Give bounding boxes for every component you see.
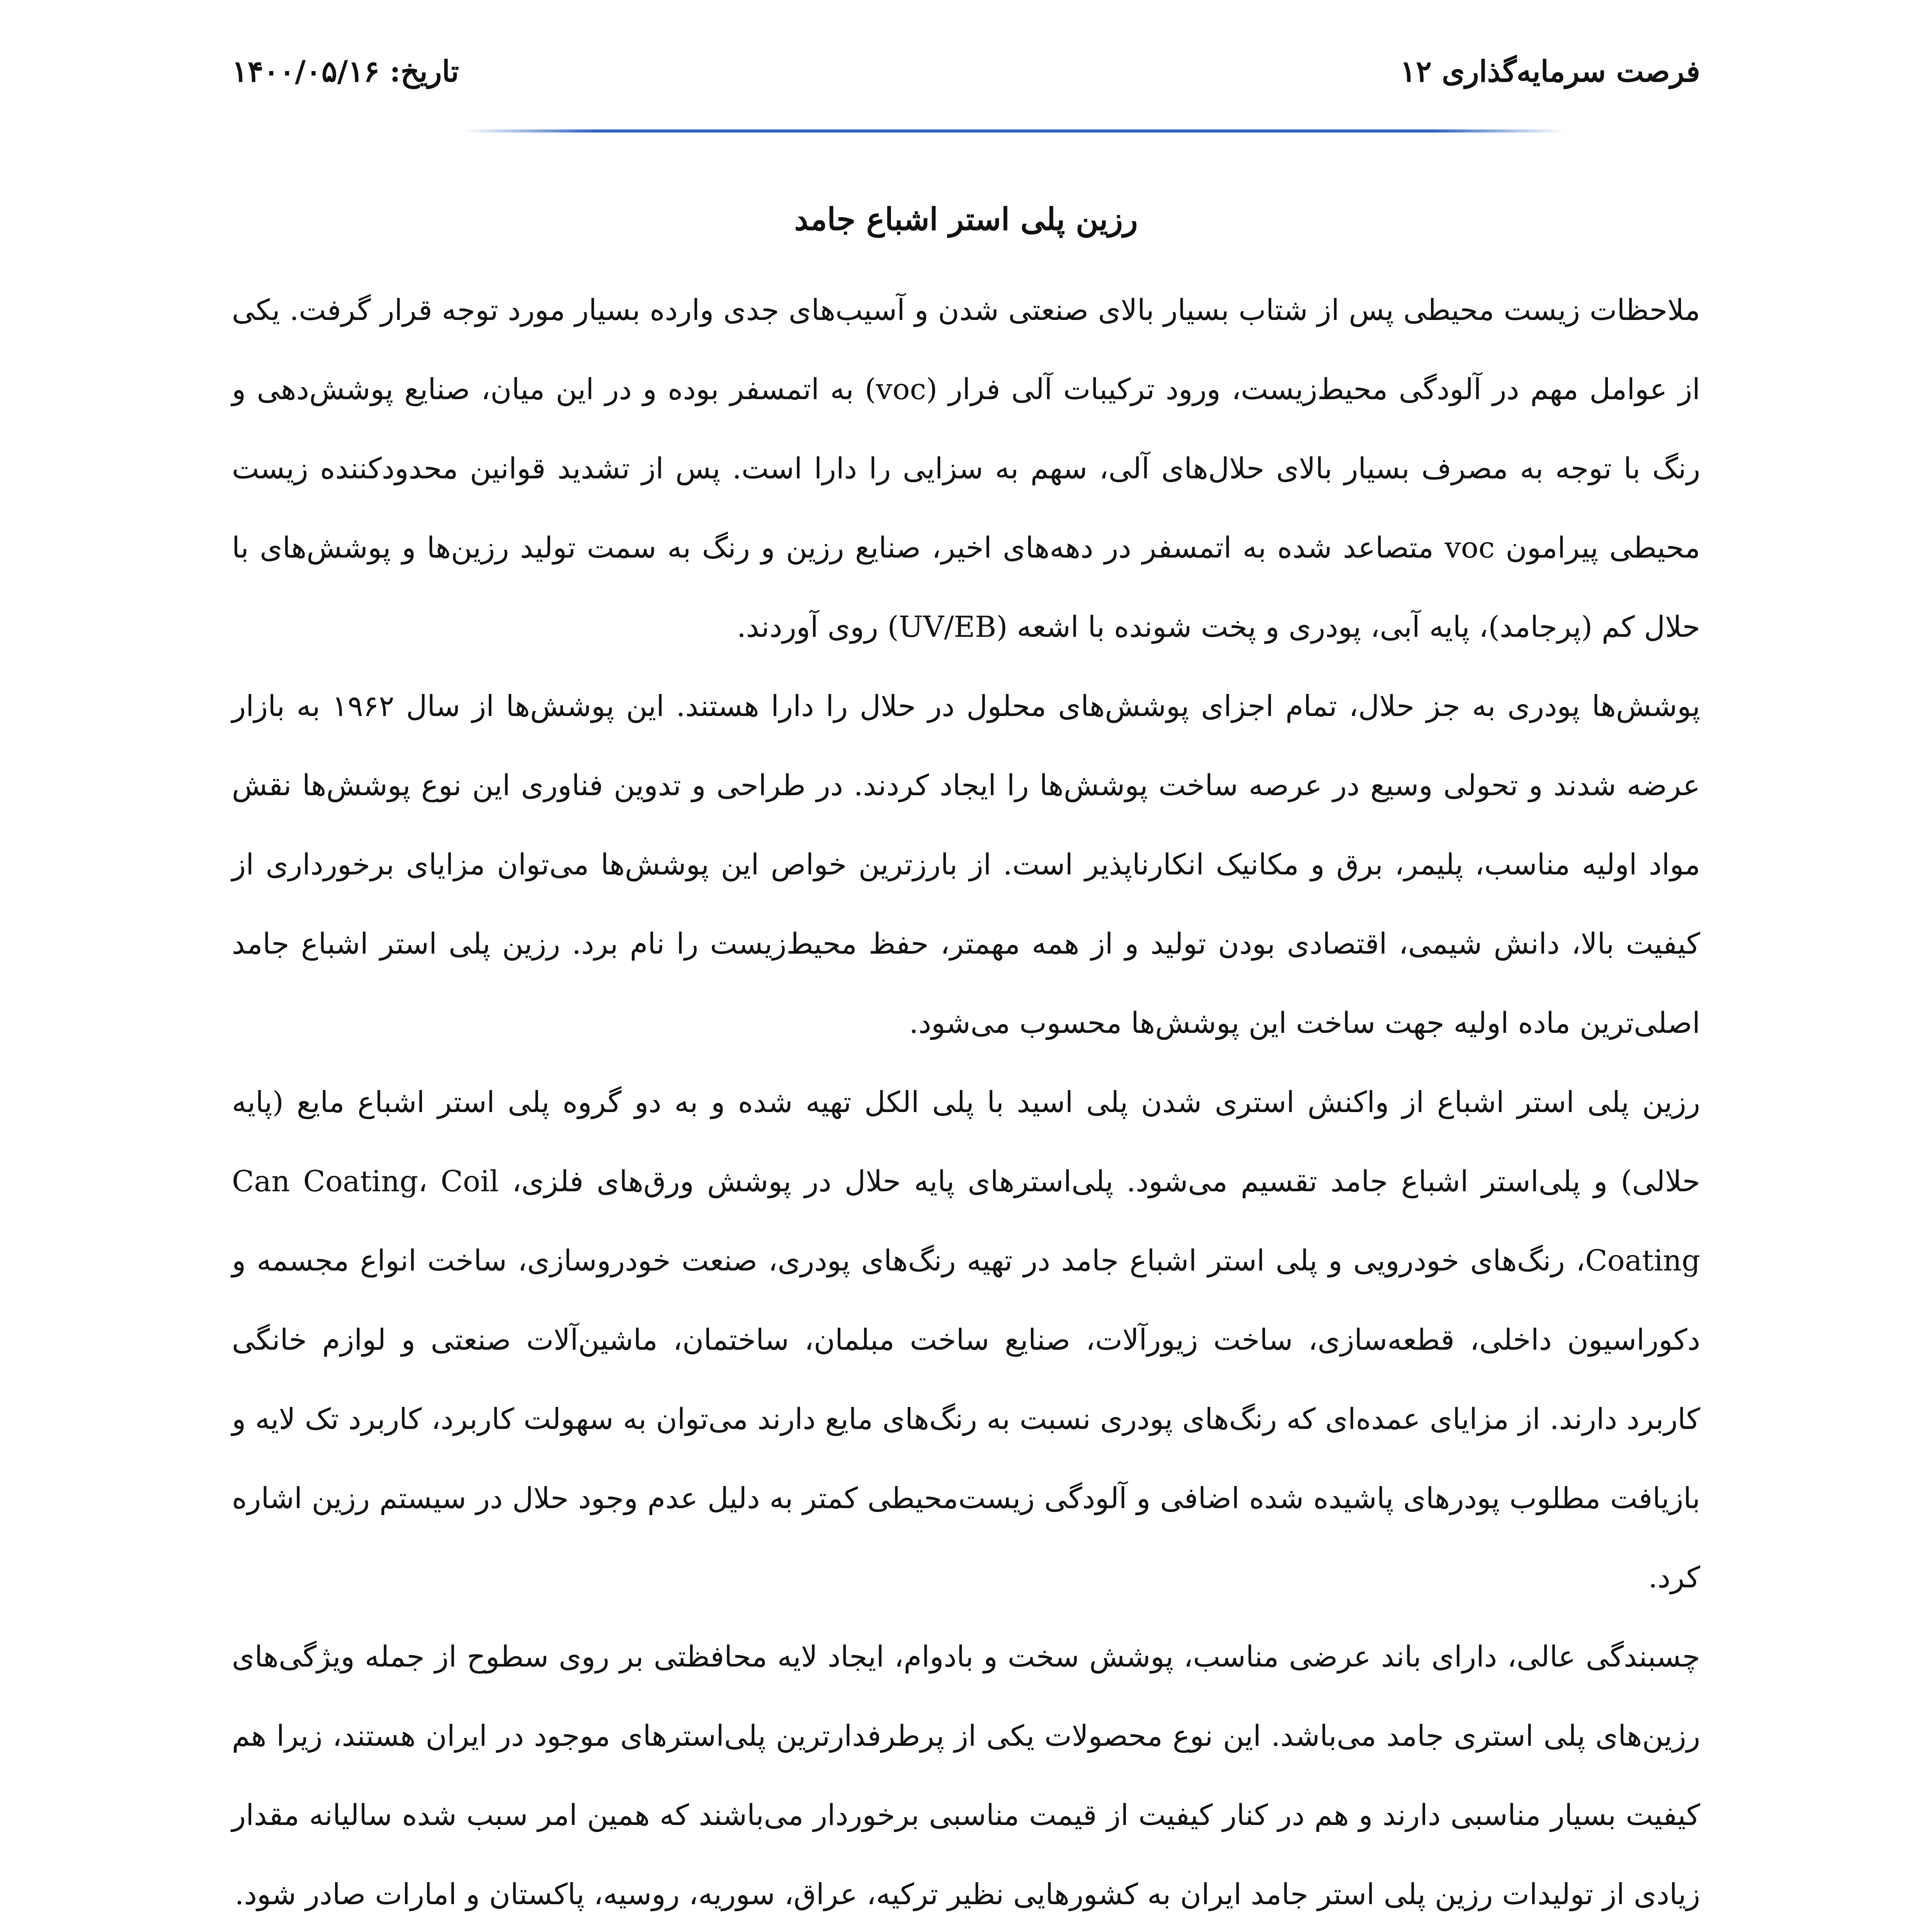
document-title: رزین پلی استر اشباع جامد xyxy=(794,201,1138,237)
header-title: فرصت سرمایه‌گذاری ۱۲ xyxy=(1400,54,1700,88)
paragraph-3: رزین پلی استر اشباع از واکنش استری شدن پلی اسید با پلی الکل تهیه شده و به دو گروه پلی استر اشباع مایع (پایه حلالی) و پلی‌استر اشباع جامد تقسیم می‌شود. پلی‌استرهای پایه حلال در پوشش ورق‌های فلزی، Can Coating، Coil Coating، رنگ‌های خودرویی و پلی استر اشباع جامد در تهیه رنگ‌های پودری، صنعت خودروسازی، ساخت انواع مجسمه و دکوراسیون داخلی، قطعه‌سازی، ساخت زیورآلات، صنایع ساخت مبلمان، ساختمان، ماشین‌آلات صنعتی و لوازم خانگی کاربرد دارند. از مزایای عمده‌ای که رنگ‌های پودری نسبت به رنگ‌های مایع دارند می‌توان به سهولت کاربرد، کاربرد تک لایه و بازیافت مطلوب پودرهای پاشیده شده اضافی و آلودگی زیست‌محیطی کمتر به دلیل عدم وجود حلال در سیستم رزین اشاره کرد. xyxy=(232,1085,1701,1594)
paragraph-2: پوشش‌ها پودری به جز حلال، تمام اجزای پوشش‌های محلول در حلال را دارا هستند. این پوشش‌ها از سال ۱۹۶۲ به بازار عرضه شدند و تحولی وسیع در عرصه ساخت پوشش‌ها را ایجاد کردند. در طراحی و تدوین فناوری این نوع پوشش‌ها نقش مواد اولیه مناسب، پلیمر، برق و مکانیک انکارناپذیر است. از بارزترین خواص این پوشش‌ها می‌توان مزایای برخورداری از کیفیت بالا، دانش شیمی، اقتصادی بودن تولید و از همه مهمتر، حفظ محیط‌زیست را نام برد. رزین پلی استر اشباع جامد اصلی‌ترین ماده اولیه جهت ساخت این پوشش‌ها محسوب می‌شود. xyxy=(232,689,1701,1040)
paragraph-4: چسبندگی عالی، دارای باند عرضی مناسب، پوشش سخت و بادوام، ایجاد لایه محافظتی بر روی سطوح از جمله ویژگی‌های رزین‌های پلی استری جامد می‌باشد. این نوع محصولات یکی از پرطرفدارترین پلی‌استرهای موجود در ایران هستند، زیرا هم کیفیت بسیار مناسبی دارند و هم در کنار کیفیت از قیمت مناسبی برخوردار می‌باشند که همین امر سبب شده سالیانه مقدار زیادی از تولیدات رزین پلی استر جامد ایران به کشورهایی نظیر ترکیه، عراق، سوریه، روسیه، پاکستان و امارات صادر شود. xyxy=(232,1639,1700,1911)
paragraph-1: ملاحظات زیست محیطی پس از شتاب بسیار بالای صنعتی شدن و آسیب‌های جدی وارده بسیار مورد توجه قرار گرفت. یکی از عوامل مهم در آلودگی محیط‌زیست، ورود ترکیبات آلی فرار (voc) به اتمسفر بوده و در این میان، صنایع پوشش‌دهی و رنگ با توجه به مصرف بسیار بالای حلال‌های آلی، سهم به سزایی را دارا است. پس از تشدید قوانین محدودکننده زیست محیطی پیرامون voc متصاعد شده به اتمسفر در دهه‌های اخیر، صنایع رزین و رنگ به سمت تولید رزین‌ها و پوشش‌های با حلال کم (پرجامد)، پایه آبی، پودری و پخت شونده با اشعه (UV/EB) روی آوردند. xyxy=(232,293,1701,644)
body-text xyxy=(232,270,1700,1932)
page-header xyxy=(232,54,1700,100)
header-date: تاریخ: ۱۴۰۰/۰۵/۱۶ xyxy=(232,54,459,88)
header-divider xyxy=(464,129,1565,133)
